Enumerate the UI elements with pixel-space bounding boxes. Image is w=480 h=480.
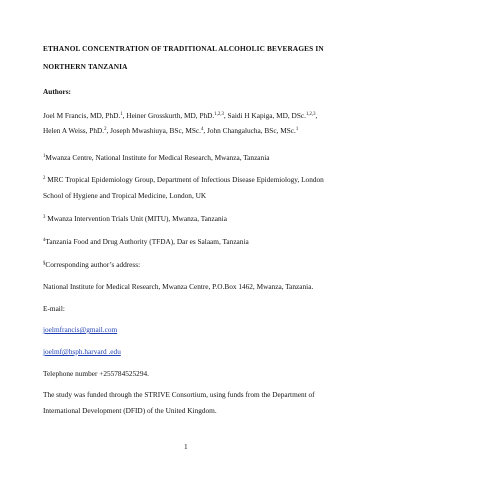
email-label: E-mail: [43,304,65,313]
author-name: Heiner Grosskurth, MD, PhD. [126,111,215,120]
corresponding-address: National Institute for Medical Research, Mwanza Centre, P.O.Box 1462, Mwanza, Tanzania. [43,282,314,291]
telephone-line: Telephone number +255784525294. [43,369,149,378]
corresponding-heading [43,260,140,269]
affiliation-text: Mwanza Intervention Trials Unit (MITU), Mwanza, Tanzania [47,214,227,223]
author-name: Saidi H Kapiga, MD, DSc. [227,111,306,120]
affiliation-text: Tanzania Food and Drug Authority (TFDA), Dar es Salaam, Tanzania [45,237,249,246]
email-1-line [43,325,117,334]
author-affiliation-marker: 1 [120,112,123,117]
affiliation-marker: 2 [43,176,46,181]
corresponding-marker: § [43,261,46,266]
author-affiliation-marker: 1 [295,127,299,132]
author-affiliation-marker: 2 [104,127,107,132]
authors-line-2: Helen A Weiss, PhD.$^2$, Joseph Mwashiuya, BSc, MSc.$^4$, John Changalucha, BSc, MSc.$^1$ [43,126,299,135]
author-name: Helen A Weiss, PhD. [43,126,105,135]
affiliation-2-line-2: School of Hygiene and Tropical Medicine, London, UK [43,191,207,200]
affiliation-1 [43,153,269,162]
affiliation-text: MRC Tropical Epidemiology Group, Department of Infectious Disease Epidemiology, London [47,175,324,184]
email-link-2[interactable]: joelmf@hsph.harvard .edu [43,347,121,356]
affiliation-marker: 4 [43,238,46,243]
page-number: 1 [184,442,188,451]
funding-line-1: The study was funded through the STRIVE Consortium, using funds from the Department of [43,390,315,399]
affiliation-3 [43,214,227,223]
author-name: Joseph Mwashiuya, BSc, MSc. [110,126,201,135]
email-2-line [43,347,121,356]
affiliation-marker: 1 [43,154,46,159]
email-link-1[interactable]: joelmfrancis@gmail.com [43,325,118,334]
author-name: Joel M Francis, MD, PhD. [43,111,121,120]
title-line-1: ETHANOL CONCENTRATION OF TRADITIONAL ALCOHOLIC BEVERAGES IN [43,44,324,53]
authors-heading: Authors: [43,87,71,96]
affiliation-4 [43,237,249,246]
author-affiliation-marker: 4 [200,127,204,132]
author-affiliation-marker: 1,2,3 [305,112,316,117]
title-line-2: NORTHERN TANZANIA [43,62,128,71]
affiliation-text: Mwanza Centre, National Institute for Medical Research, Mwanza, Tanzania [45,153,270,162]
author-name: John Changalucha, BSc, MSc. [207,126,296,135]
affiliation-marker: 3 [43,215,46,220]
authors-line-1: Joel M Francis, MD, PhD.$^1$, Heiner Grosskurth, MD, PhD.$^{1,2,3}$, Saidi H Kapiga, MD, DSc.$^{1,2,3}$, [43,111,318,120]
author-affiliation-marker: 1,2,3 [214,112,224,117]
corresponding-heading-text: Corresponding author’s address: [45,260,141,269]
funding-line-2: International Development (DFID) of the United Kingdom. [43,406,217,415]
affiliation-2-line-1 [43,175,324,184]
